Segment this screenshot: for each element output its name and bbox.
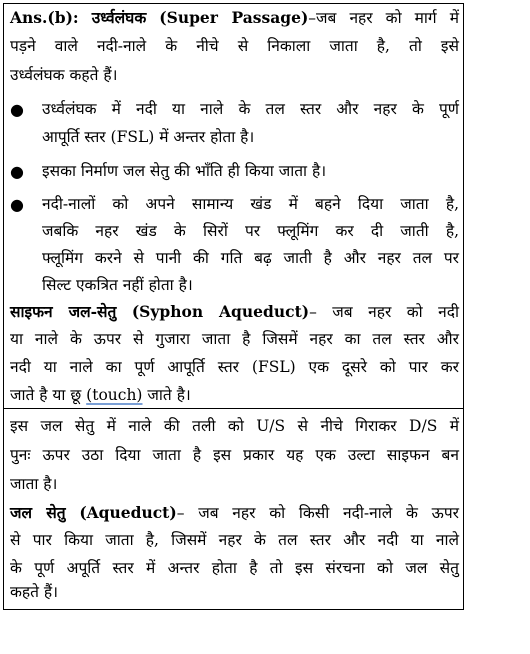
para3-line3: जाता है। — [10, 475, 58, 493]
para2-line3: नदी या नाले का पूर्ण आपूर्ति स्तर (FSL) एक दूसरे को पार कर — [10, 358, 459, 376]
para1-line1-rest: –जब नहर को मार्ग में — [308, 9, 459, 27]
para1-line1 — [10, 6, 459, 30]
para2-line1 — [10, 300, 459, 324]
term-super-passage: उर्ध्वलंघक — [91, 8, 147, 27]
para2-line4-a: जाते है या छू — [10, 386, 87, 404]
term-aqueduct-en: (Aqueduct) — [79, 503, 177, 522]
para2-line2: या नाले के ऊपर से गुजारा जाता है जिसमें नहर का तल स्तर और — [10, 330, 459, 348]
bullet2-line1: इसका निर्माण जल सेतु की भाँति ही किया जाता है। — [42, 162, 327, 180]
answer-box-bottom — [3, 409, 464, 610]
bullet-dot: ● — [10, 195, 24, 214]
para4-line4: कहते हैं। — [10, 583, 59, 601]
para4-line1-rest: – जब नहर को किसी नदी-नाले के ऊपर — [176, 504, 459, 522]
answer-box-top — [3, 3, 464, 409]
bullet3-line2: जबकि नहर खंड के सिरों पर फ्लूमिंग कर दी जाती है, — [42, 222, 459, 240]
answer-label: Ans.(b): — [10, 8, 79, 27]
para1-line3: उर्ध्वलंघक कहते हैं। — [10, 66, 118, 84]
bullet1-line1: उर्ध्वलंघक में नदी या नाले के तल स्तर और नहर के पूर्ण — [42, 100, 459, 118]
term-syphon-aqueduct-en: (Syphon Aqueduct) — [131, 302, 310, 321]
term-syphon-aqueduct: साइफन जल-सेतु — [10, 302, 117, 321]
para3-line1: इस जल सेतु में नाले की तली को U/S से नीचे गिराकर D/S में — [10, 417, 459, 435]
para2-line4-b: जाते है। — [142, 386, 191, 404]
touch-word: (touch) — [86, 386, 143, 404]
para2-line4 — [10, 384, 459, 407]
bullet-dot: ● — [10, 162, 24, 181]
term-super-passage-en: (Super Passage) — [159, 8, 309, 27]
bullet1-line2: आपूर्ति स्तर (FSL) में अन्तर होता है। — [42, 128, 255, 146]
para4-line3: के पूर्ण अपूर्ति स्तर में अन्तर होता है तो इस संरचना को जल सेतु — [10, 559, 459, 577]
term-aqueduct: जल सेतु — [10, 503, 66, 522]
para3-line2: पुनः ऊपर उठा दिया जाता है इस प्रकार यह एक उल्टा साइफन बन — [10, 446, 459, 464]
para2-line1-rest: – जब नहर को नदी — [309, 303, 460, 321]
bullet3-line3: फ्लूमिंग करने से पानी की गति बढ़ जाती है और नहर तल पर — [42, 249, 459, 267]
bullet3-line1: नदी-नालों को अपने सामान्य खंड में बहने दिया जाता है, — [42, 195, 459, 213]
para4-line1 — [10, 501, 459, 525]
para1-line2: पड़ने वाले नदी-नाले के नीचे से निकाला जाता है, तो इसे — [10, 37, 459, 55]
bullet-dot: ● — [10, 100, 24, 119]
para4-line2: से पार किया जाता है, जिसमें नहर के तल स्तर और नदी या नाले — [10, 531, 459, 549]
bullet3-line4: सिल्ट एकत्रित नहीं होता है। — [42, 276, 193, 294]
